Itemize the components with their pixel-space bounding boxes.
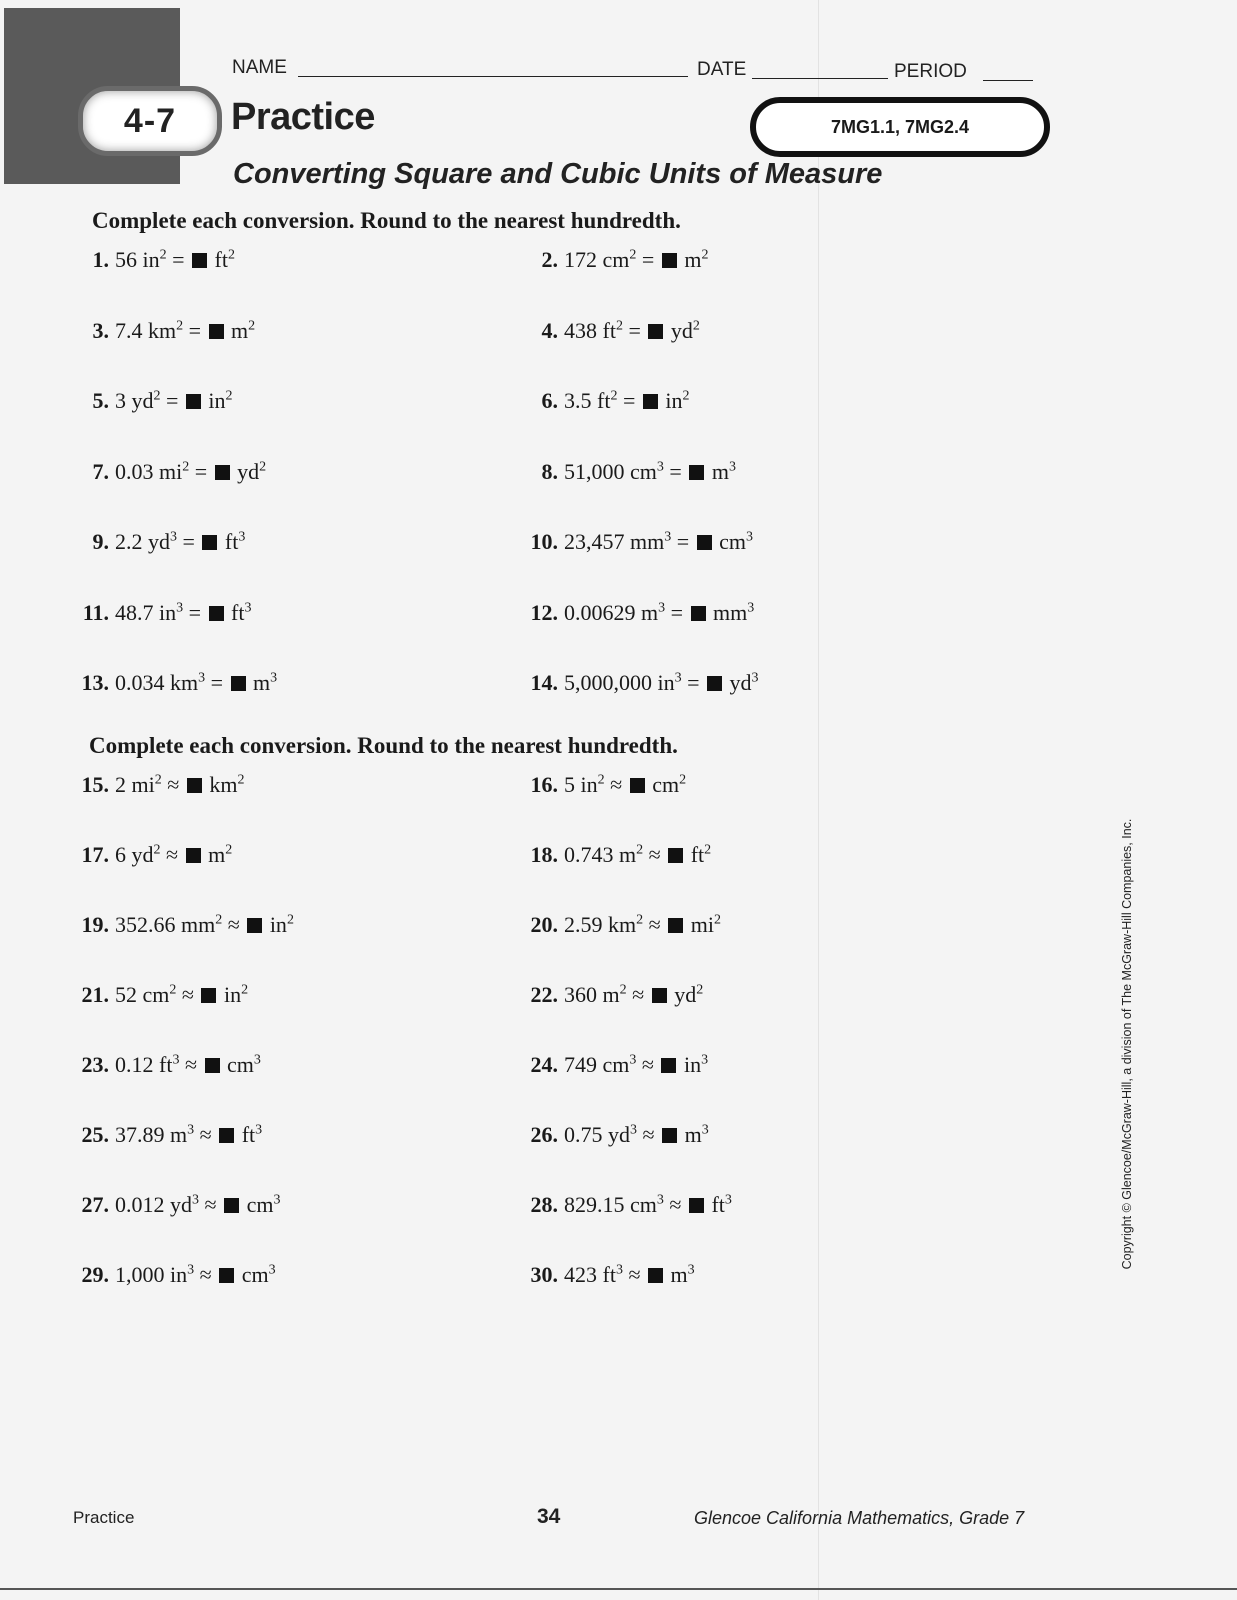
from-unit: ft [597,388,611,413]
to-exponent: 2 [679,772,687,788]
from-unit: mm [181,912,216,937]
problem-10 [518,529,753,555]
from-unit: yd [170,1192,192,1217]
to-unit: m [208,842,226,867]
to-unit: m [684,1122,702,1147]
problem-number: 22. [530,982,558,1007]
to-exponent: 3 [268,1262,276,1278]
problem-value: 423 [564,1262,597,1287]
operator: ≈ [166,842,179,867]
answer-blank[interactable] [215,465,230,480]
to-exponent: 2 [259,459,267,475]
from-unit: mi [131,772,155,797]
problem-25 [69,1122,262,1148]
date-field[interactable] [752,78,888,79]
operator: ≈ [167,772,180,797]
problem-value: 2.2 [115,529,143,554]
answer-blank[interactable] [662,1128,677,1143]
answer-blank[interactable] [231,676,246,691]
problem-28 [518,1192,732,1218]
to-exponent: 3 [747,600,755,616]
problem-number: 14. [530,670,558,695]
answer-blank[interactable] [630,778,645,793]
from-exponent: 2 [154,772,162,788]
to-unit: km [209,772,238,797]
problem-value: 352.66 [115,912,176,937]
operator: ≈ [628,1262,641,1287]
problem-29 [69,1262,276,1288]
problem-9 [69,529,245,555]
to-exponent: 3 [751,670,759,686]
operator: ≈ [641,1052,654,1077]
problem-number: 6. [541,388,558,413]
problem-22 [518,982,703,1008]
problem-value: 2.59 [564,912,603,937]
answer-blank[interactable] [648,1268,663,1283]
to-unit: cm [227,1052,254,1077]
problem-number: 9. [92,529,109,554]
problem-3 [69,318,255,344]
to-exponent: 2 [237,772,245,788]
name-label: NAME [232,57,287,78]
from-unit: ft [602,1262,616,1287]
from-unit: yd [148,529,170,554]
to-exponent: 3 [701,1122,709,1138]
to-exponent: 3 [270,670,278,686]
to-unit: yd [670,317,693,343]
problem-number: 21. [81,982,109,1007]
problem-number: 24. [530,1052,558,1077]
footer-left: Practice [73,1508,135,1527]
to-exponent: 2 [248,318,256,334]
from-unit: cm [142,982,170,1007]
problem-7 [69,459,266,485]
problem-number: 2. [541,247,558,272]
from-unit: cm [630,458,657,484]
problem-number: 8. [541,458,558,484]
to-unit: in [223,982,242,1007]
problem-value: 37.89 [115,1122,165,1147]
from-unit: m [170,1122,188,1147]
to-exponent: 2 [286,912,294,928]
to-exponent: 3 [273,1192,281,1208]
answer-blank[interactable] [697,535,712,550]
from-exponent: 2 [615,318,623,334]
to-exponent: 3 [238,529,246,545]
from-exponent: 2 [153,388,161,404]
standards-badge: 7MG1.1, 7MG2.4 [750,97,1050,157]
problem-value: 0.012 [115,1192,165,1217]
problem-15 [69,772,244,798]
from-exponent: 3 [187,1122,195,1138]
problem-2 [518,247,708,273]
to-unit: ft [224,529,239,554]
operator: ≈ [610,772,623,797]
problem-value: 438 [564,317,597,343]
answer-blank[interactable] [186,394,201,409]
operator: ≈ [632,982,645,1007]
from-unit: in [142,247,160,272]
operator: = [194,458,208,484]
name-field[interactable] [298,76,688,77]
from-unit: in [580,772,598,797]
answer-blank[interactable] [205,1058,220,1073]
from-exponent: 2 [153,842,161,858]
to-exponent: 3 [746,529,754,545]
operator: = [188,317,202,343]
problem-20 [518,912,721,938]
from-unit: in [170,1262,188,1287]
from-exponent: 3 [656,1192,664,1208]
from-exponent: 2 [182,459,190,475]
from-unit: m [641,599,659,625]
from-exponent: 3 [664,529,672,545]
from-exponent: 3 [630,1122,637,1138]
answer-blank[interactable] [187,778,202,793]
problem-6 [518,388,690,414]
operator: = [676,529,690,554]
to-unit: in [665,388,683,413]
from-exponent: 2 [629,247,637,263]
problem-number: 27. [81,1192,109,1217]
problem-number: 4. [541,317,558,343]
answer-blank[interactable] [209,606,224,621]
answer-blank[interactable] [661,1058,676,1073]
operator: = [641,247,655,272]
to-unit: yd [729,670,752,695]
problem-value: 0.12 [115,1052,154,1077]
problem-1 [69,247,235,273]
to-unit: ft [214,247,228,272]
date-label: DATE [697,59,747,80]
copyright-notice: Copyright © Glencoe/McGraw-Hill, a division of The McGraw-Hill Companies, Inc. [1120,818,1134,1270]
problem-value: 6 [115,842,126,867]
problem-number: 17. [81,842,109,867]
problem-number: 26. [530,1122,558,1147]
problem-value: 0.00629 [564,599,636,625]
problem-8 [518,459,736,485]
problem-number: 23. [81,1052,109,1077]
operator: = [188,599,202,625]
to-exponent: 2 [701,247,709,263]
problem-value: 5,000,000 [564,670,652,695]
problem-number: 12. [530,599,558,625]
problem-value: 1,000 [115,1262,165,1287]
to-unit: in [208,388,226,413]
to-exponent: 3 [701,1052,709,1068]
to-unit: yd [674,982,697,1007]
operator: = [210,670,224,695]
answer-blank[interactable] [643,394,658,409]
problem-value: 52 [115,982,137,1007]
problem-27 [69,1192,280,1218]
to-unit: ft [241,1122,256,1147]
from-exponent: 2 [597,772,605,788]
problem-number: 19. [81,912,109,937]
from-exponent: 3 [192,1192,199,1208]
from-exponent: 3 [170,529,177,545]
problem-value: 3 [115,388,126,413]
from-exponent: 3 [656,459,664,475]
problem-value: 2 [115,772,126,797]
problem-number: 29. [81,1262,109,1287]
operator: = [622,388,636,413]
problem-value: 829.15 [564,1192,625,1217]
answer-blank[interactable] [668,848,683,863]
from-exponent: 2 [610,388,618,404]
problem-number: 13. [81,670,109,695]
answer-blank[interactable] [662,253,677,268]
problem-number: 28. [530,1192,558,1217]
operator: ≈ [204,1192,217,1217]
problem-number: 11. [82,599,109,625]
operator: ≈ [199,1122,212,1147]
to-exponent: 3 [687,1262,695,1278]
operator: ≈ [648,912,661,937]
to-exponent: 2 [696,982,704,998]
to-exponent: 2 [713,912,721,928]
from-exponent: 3 [658,600,666,616]
operator: = [172,247,185,272]
to-unit: in [683,1052,702,1077]
problem-value: 48.7 [115,599,154,625]
operator: = [628,317,641,343]
problem-4 [518,318,700,344]
problem-value: 5 [564,772,575,797]
from-exponent: 2 [215,912,223,928]
page-subtitle: Converting Square and Cubic Units of Measure [233,158,883,190]
to-exponent: 3 [728,459,736,475]
from-unit: cm [630,1192,657,1217]
problem-30 [518,1262,695,1288]
operator: ≈ [669,1192,682,1217]
section-instruction: Complete each conversion. Round to the nearest hundredth. [89,733,678,758]
from-unit: cm [602,1052,630,1077]
section-instruction: Complete each conversion. Round to the nearest hundredth. [92,208,681,233]
problem-number: 3. [92,317,109,343]
to-unit: m [670,1262,688,1287]
to-unit: in [269,912,287,937]
from-unit: yd [608,1122,630,1147]
from-unit: in [159,599,177,625]
problem-number: 20. [530,912,558,937]
from-exponent: 2 [169,982,177,998]
operator: ≈ [648,842,661,867]
to-unit: ft [690,842,705,867]
problem-19 [69,912,294,938]
to-unit: m [253,670,271,695]
to-exponent: 3 [724,1192,732,1208]
problem-number: 30. [530,1262,558,1287]
problem-number: 18. [530,842,558,867]
problem-value: 56 [115,247,137,272]
operator: ≈ [227,912,240,937]
answer-blank[interactable] [691,606,706,621]
answer-blank[interactable] [219,1128,234,1143]
period-field[interactable] [983,80,1033,81]
problem-23 [69,1052,261,1078]
to-exponent: 2 [692,318,700,334]
from-unit: yd [131,388,154,413]
problem-value: 172 [564,247,597,272]
from-unit: km [170,670,199,695]
problem-14 [518,670,759,696]
to-exponent: 2 [228,247,235,263]
operator: = [166,388,179,413]
problem-value: 749 [564,1052,597,1077]
to-exponent: 3 [255,1122,263,1138]
problem-value: 7.4 [115,317,143,343]
to-unit: m [231,317,249,343]
operator: = [670,599,684,625]
to-unit: m [711,458,729,484]
answer-blank[interactable] [707,676,722,691]
page-fold [818,0,819,1600]
to-unit: cm [246,1192,274,1217]
to-unit: ft [711,1192,725,1217]
to-exponent: 2 [241,982,249,998]
from-unit: ft [602,317,616,343]
answer-blank[interactable] [202,535,217,550]
problem-number: 1. [92,247,109,272]
problem-number: 16. [530,772,558,797]
from-exponent: 3 [674,670,682,686]
from-exponent: 2 [619,982,627,998]
from-exponent: 3 [615,1262,623,1278]
from-exponent: 3 [176,600,184,616]
from-unit: m [619,842,637,867]
problem-17 [69,842,232,868]
from-unit: km [608,912,637,937]
to-exponent: 2 [225,842,233,858]
from-exponent: 2 [176,318,184,334]
to-exponent: 3 [253,1052,261,1068]
from-unit: yd [131,842,154,867]
problem-value: 51,000 [564,458,625,484]
from-exponent: 3 [198,670,206,686]
to-unit: ft [231,599,245,625]
from-exponent: 2 [636,912,644,928]
answer-blank[interactable] [219,1268,234,1283]
to-unit: yd [237,458,260,484]
page-title: Practice [231,96,375,138]
to-exponent: 3 [244,600,252,616]
operator: = [687,670,700,695]
lesson-badge: 4-7 [78,86,222,156]
problem-13 [69,670,277,696]
operator: = [182,529,195,554]
from-exponent: 3 [629,1052,637,1068]
from-unit: mm [630,529,665,554]
from-unit: cm [602,247,630,272]
problem-18 [518,842,711,868]
problem-value: 23,457 [564,529,625,554]
answer-blank[interactable] [186,848,201,863]
problem-value: 0.75 [564,1122,603,1147]
answer-blank[interactable] [689,1198,704,1213]
problem-value: 0.034 [115,670,165,695]
from-unit: km [148,317,177,343]
from-exponent: 2 [159,247,167,263]
bottom-rule [0,1588,1237,1590]
problem-24 [518,1052,708,1078]
problem-number: 5. [92,388,109,413]
operator: ≈ [184,1052,198,1077]
problem-value: 360 [564,982,597,1007]
answer-blank[interactable] [652,988,667,1003]
problem-value: 0.743 [564,842,614,867]
answer-blank[interactable] [224,1198,239,1213]
to-exponent: 2 [225,388,233,404]
answer-blank[interactable] [648,324,663,339]
answer-blank[interactable] [247,918,262,933]
to-unit: cm [719,529,747,554]
operator: ≈ [181,982,194,1007]
problem-16 [518,772,686,798]
problem-value: 3.5 [564,388,592,413]
problem-26 [518,1122,709,1148]
problem-5 [69,388,233,414]
from-unit: in [657,670,675,695]
from-unit: m [602,982,620,1007]
answer-blank[interactable] [668,918,683,933]
answer-blank[interactable] [201,988,216,1003]
to-unit: m [684,247,702,272]
from-exponent: 3 [187,1262,195,1278]
problem-number: 7. [92,458,109,484]
problem-number: 10. [530,529,558,554]
operator: ≈ [642,1122,655,1147]
answer-blank[interactable] [192,253,207,268]
problem-value: 0.03 [115,458,154,484]
from-exponent: 2 [636,842,644,858]
problem-11 [69,600,252,626]
from-unit: ft [159,1052,173,1077]
to-unit: cm [652,772,680,797]
to-unit: mi [690,912,714,937]
to-exponent: 2 [704,842,712,858]
footer-book-title: Glencoe California Mathematics, Grade 7 [694,1508,1025,1528]
from-unit: mi [159,458,183,484]
answer-blank[interactable] [209,324,224,339]
to-unit: mm [713,599,748,625]
problem-number: 25. [81,1122,109,1147]
to-unit: cm [241,1262,269,1287]
period-label: PERIOD [894,61,967,82]
to-exponent: 2 [682,388,690,404]
problem-21 [69,982,248,1008]
problem-12 [518,600,754,626]
answer-blank[interactable] [689,465,704,480]
problem-number: 15. [81,772,109,797]
from-exponent: 3 [172,1052,180,1068]
operator: = [669,458,682,484]
operator: ≈ [199,1262,212,1287]
page-number: 34 [537,1505,561,1528]
